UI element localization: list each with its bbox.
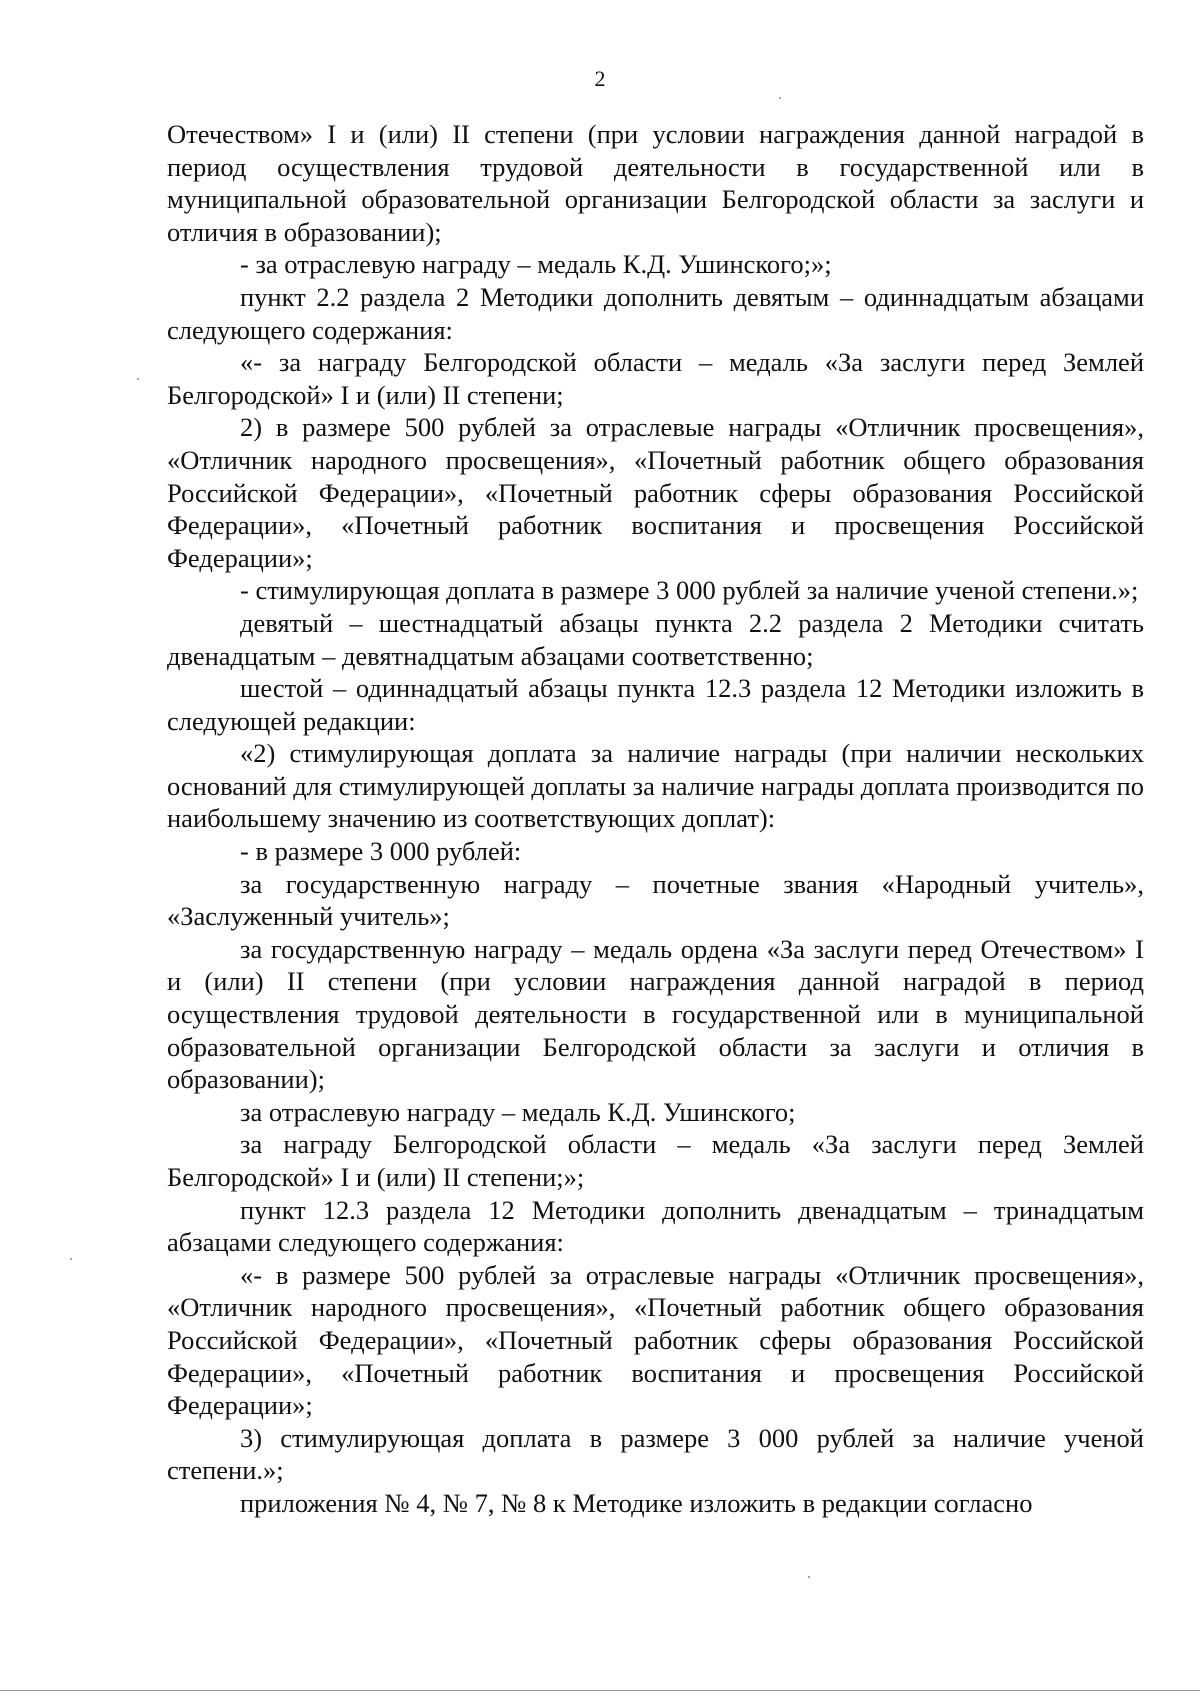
scan-speck — [779, 97, 781, 99]
scan-speck — [808, 1576, 810, 1578]
paragraph-2: - за отраслевую награду – медаль К.Д. Ушинского;»; — [240, 249, 832, 280]
paragraph-1: Отечеством» I и (или) II степени (при условии награждения данной наградой в период осуществления трудовой деятельности в государственной или в муниципальной образовательной организации Белгородской области за заслуги и отличия в образовании); — [167, 119, 1144, 247]
paragraph-15: пункт 12.3 раздела 12 Методики дополнить двенадцатым – тринадцатым абзацами следующего содержания: — [167, 1194, 1144, 1258]
paragraph-16: «- в размере 500 рублей за отраслевые награды «Отличник просвещения», «Отличник народного просвещения», «Почетный работник общего образования Российской Федерации», «Почетный работник сферы образования Российской Федерации», «Почетный работник воспитания и просвещения Российской Федерации»; — [167, 1259, 1144, 1421]
scan-speck — [137, 378, 139, 380]
paragraph-17: 3) стимулирующая доплата в размере 3 000 рублей за наличие ученой степени.»; — [167, 1422, 1144, 1486]
paragraph-5: 2) в размере 500 рублей за отраслевые награды «Отличник просвещения», «Отличник народного просвещения», «Почетный работник общего образования Российской Федерации», «Почетный работник сферы образования Российской Федерации», «Почетный работник воспитания и просвещения Российской Федерации»; — [167, 412, 1144, 573]
paragraph-13: за отраслевую награду – медаль К.Д. Ушинского; — [240, 1096, 796, 1127]
page-number: 2 — [594, 66, 606, 91]
paragraph-9: «2) стимулирующая доплата за наличие награды (при наличии нескольких оснований для стимулирующей доплаты за наличие награды доплата производится по наибольшему значению из соответствующих доплат): — [167, 738, 1144, 834]
scan-speck — [70, 1258, 72, 1260]
paragraph-11: за государственную награду – почетные звания «Народный учитель», «Заслуженный учитель»; — [167, 868, 1144, 932]
paragraph-6: - стимулирующая доплата в размере 3 000 рублей за наличие ученой степени.»; — [240, 575, 1139, 606]
paragraph-18: приложения № 4, № 7, № 8 к Методике изложить в редакции согласно — [240, 1487, 1033, 1518]
paragraph-3: пункт 2.2 раздела 2 Методики дополнить девятым – одиннадцатым абзацами следующего содержания: — [167, 281, 1144, 345]
paragraph-4: «- за награду Белгородской области – медаль «За заслуги перед Землей Белгородской» I и (или) II степени; — [167, 347, 1144, 410]
paragraph-7: девятый – шестнадцатый абзацы пункта 2.2 раздела 2 Методики считать двенадцатым – девятнадцатым абзацами соответственно; — [167, 607, 1144, 671]
paragraph-10: - в размере 3 000 рублей: — [240, 836, 522, 867]
paragraph-14: за награду Белгородской области – медаль «За заслуги перед Землей Белгородской» I и (или) II степени;»; — [167, 1129, 1144, 1192]
paragraph-8: шестой – одиннадцатый абзацы пункта 12.3 раздела 12 Методики изложить в следующей редакции: — [167, 673, 1144, 736]
scan-edge-line — [0, 1690, 1200, 1691]
paragraph-12: за государственную награду – медаль ордена «За заслуги перед Отечеством» I и (или) II степени (при условии награждения данной наградой в период осуществления трудовой деятельности в государственной или в муниципальной образовательной организации Белгородской области за заслуги и отличия в образовании); — [167, 933, 1144, 1095]
document-body — [167, 118, 1144, 1520]
